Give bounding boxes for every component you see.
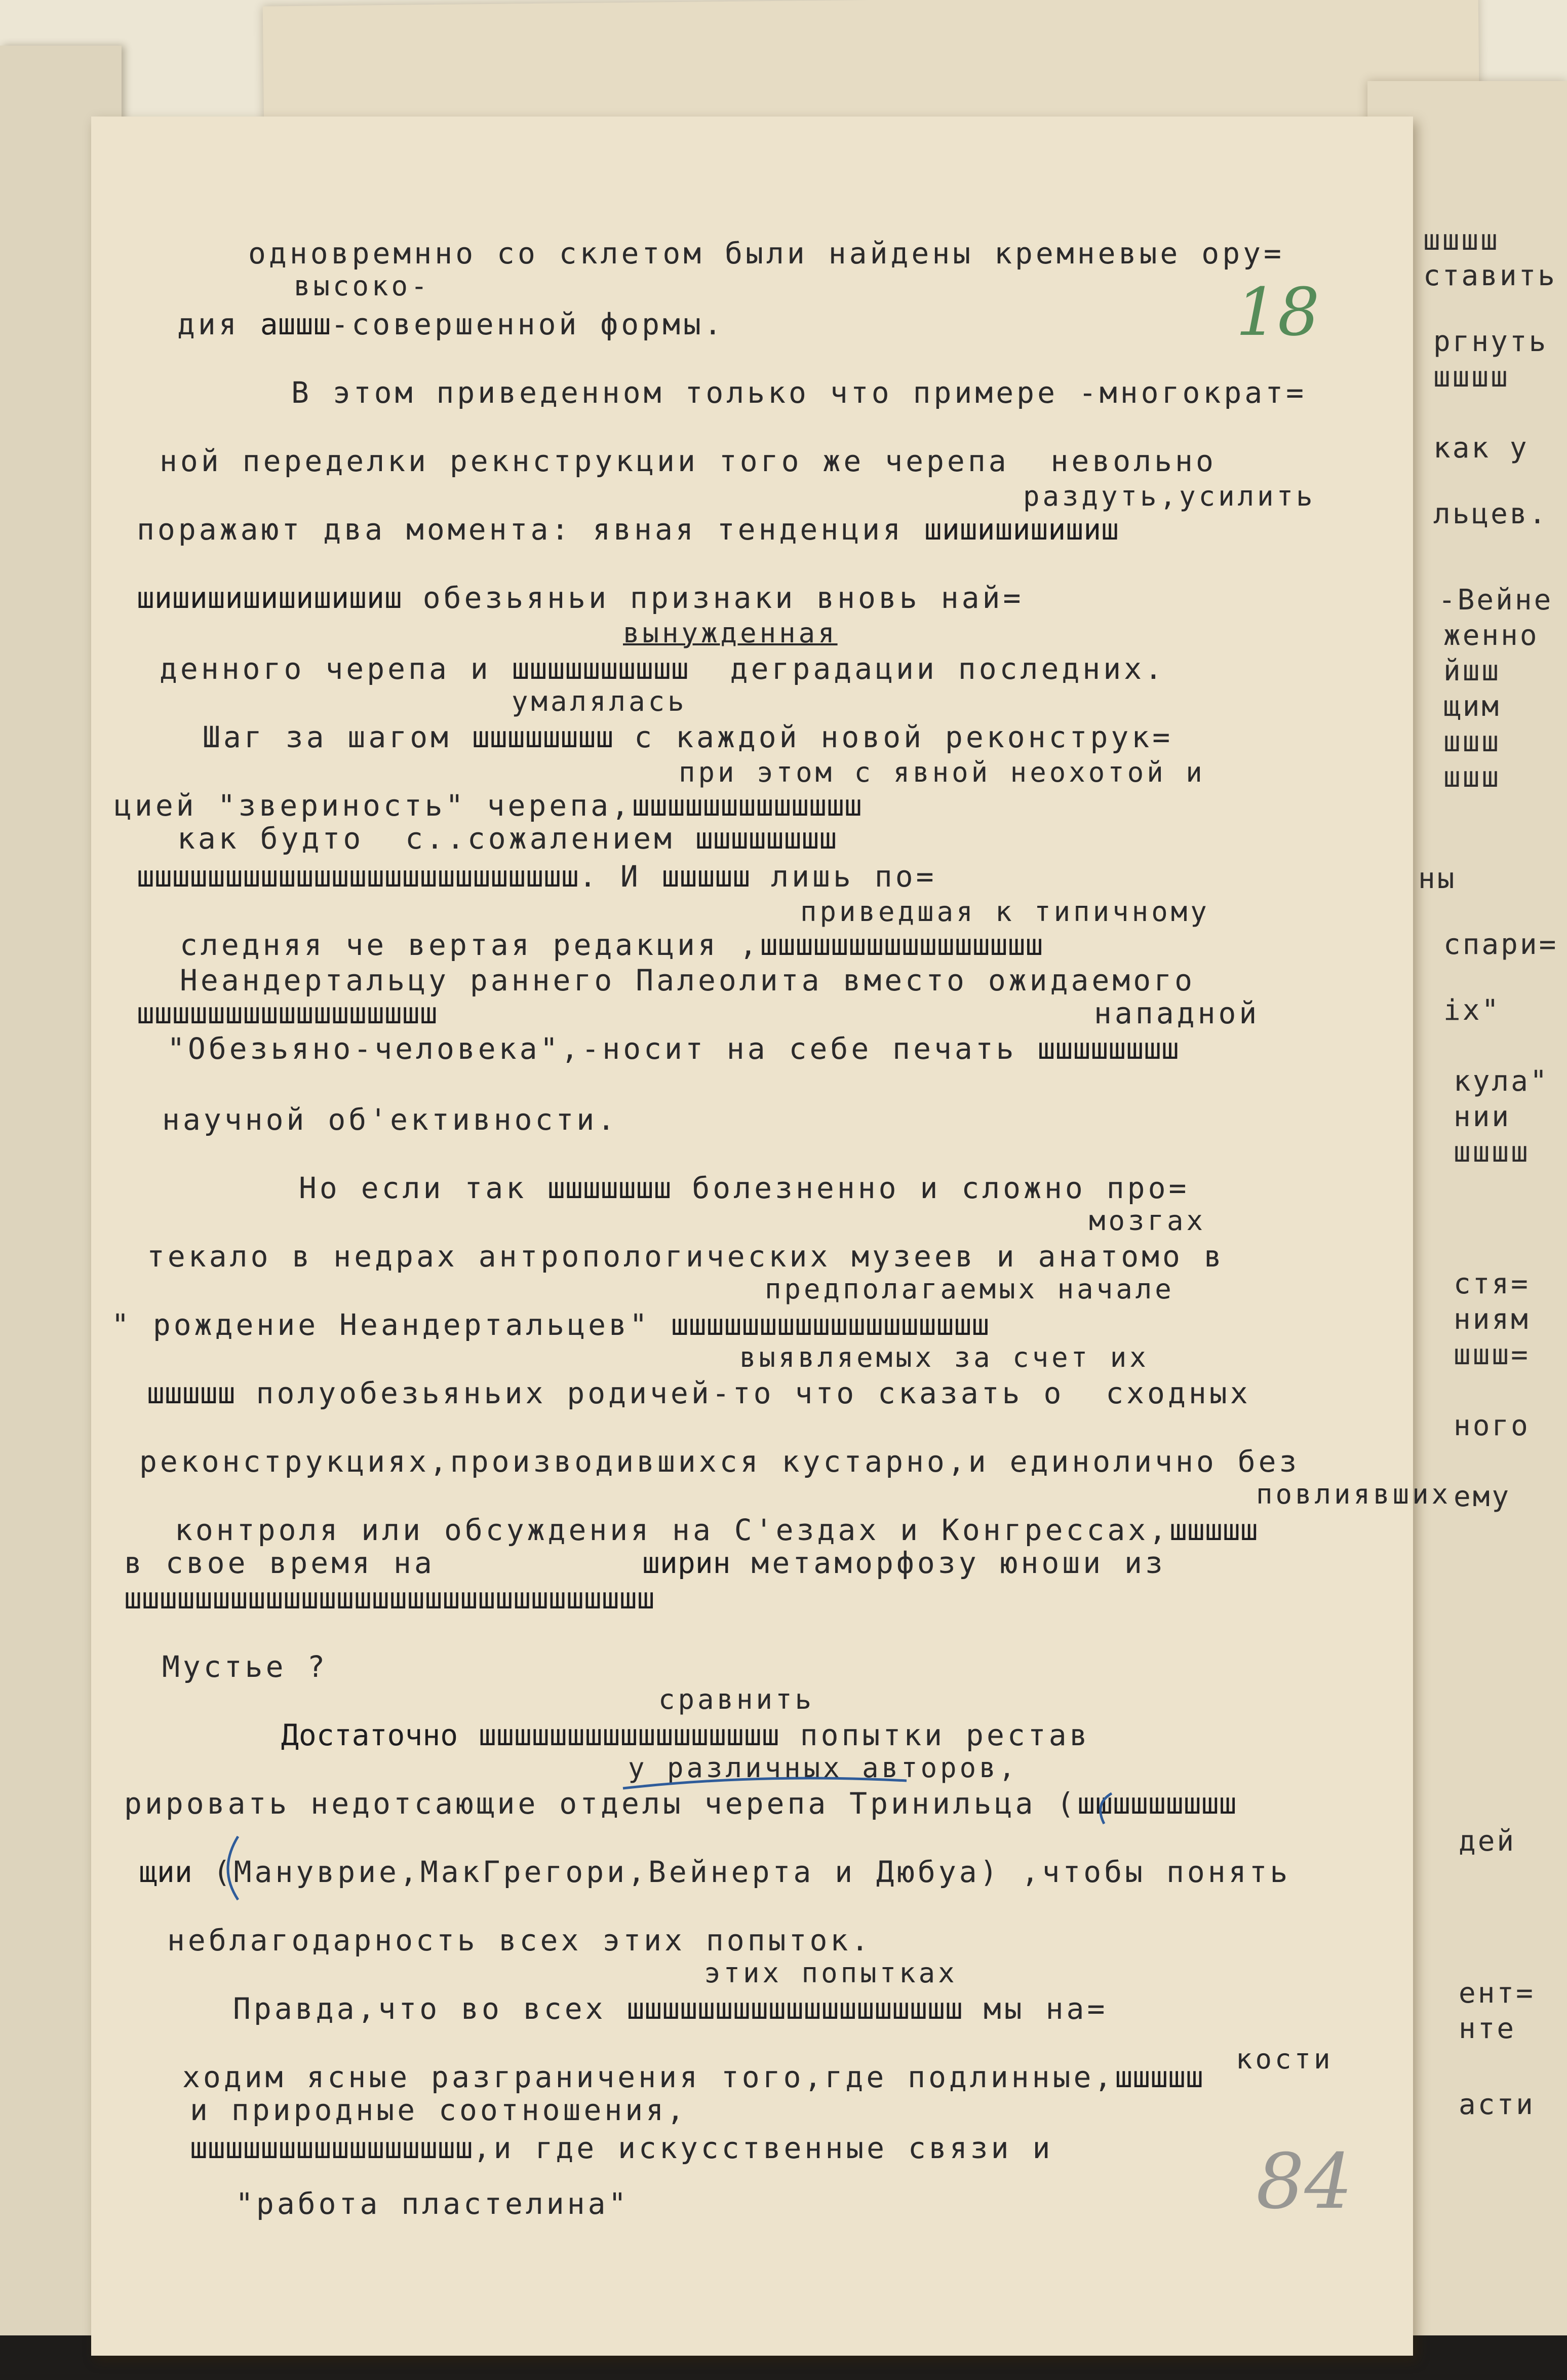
text-line: шшшшшшшшшшшшшшшш,и где искусственные связи и bbox=[190, 2131, 1053, 2165]
text-line: Но если так шшшшшшш болезненно и сложно про= bbox=[299, 1171, 1190, 1205]
right-fragment: асти bbox=[1459, 2088, 1535, 2121]
right-fragment: льцев. bbox=[1433, 497, 1548, 530]
text-line: реконструкциях,производившихся кустарно,и единолично без bbox=[139, 1444, 1300, 1479]
text-line: рировать недотсающие отделы черепа Тринильца (шшшшшшшшш bbox=[124, 1786, 1237, 1821]
right-fragment: шшш bbox=[1443, 761, 1501, 794]
insertion-above: нападной bbox=[1094, 996, 1260, 1030]
insertion-above: раздуть,усилить bbox=[1023, 480, 1316, 512]
text-line: Правда,что во всех шшшшшшшшшшшшшшшшшшш мы на= bbox=[233, 1991, 1108, 2026]
text-line: шшшшшшшшшшшшшшшшшшшшшшшшш. И шшшшш лишь по= bbox=[137, 859, 937, 894]
insertion-above: умалялась bbox=[512, 685, 687, 717]
blue-underline-stroke bbox=[623, 1778, 907, 1788]
insertion-above: приведшая к типичному bbox=[800, 896, 1210, 928]
text-line: научной об'ективности. bbox=[162, 1102, 618, 1137]
text-line: ходим ясные разграничения того,где подлинные,шшшшш bbox=[182, 2060, 1203, 2094]
right-fragment: шшш= bbox=[1454, 1338, 1530, 1371]
right-fragment: ного bbox=[1454, 1409, 1530, 1442]
insertion-above: сравнить bbox=[658, 1683, 815, 1715]
text-line: Шаг за шагом шшшшшшшш с каждой новой реконструк= bbox=[203, 720, 1173, 754]
blue-bracket-stroke bbox=[228, 1836, 238, 1900]
right-fragment: ент= bbox=[1459, 1977, 1535, 2010]
text-line: дия ашшш-совершенной формы. bbox=[177, 307, 725, 341]
text-line: щии (Мануврие,МакГрегори,Вейнерта и Дюбуа) ,чтобы понять bbox=[139, 1855, 1291, 1889]
right-fragment: ргнуть bbox=[1433, 325, 1548, 358]
text-line: в свое время на ширин метаморфозу юноши из bbox=[124, 1546, 1166, 1580]
right-fragment: как у bbox=[1433, 432, 1529, 465]
right-fragment: женно bbox=[1443, 619, 1539, 652]
right-fragment: ны bbox=[1418, 862, 1457, 895]
text-line: текало в недрах антропологических музеев и анатомо в bbox=[147, 1239, 1225, 1274]
right-fragment: ставить bbox=[1423, 259, 1557, 292]
text-line: ной переделки рекнструкции того же черепа невольно bbox=[160, 444, 1217, 478]
right-fragment: шшшш bbox=[1423, 224, 1500, 257]
text-line: Достаточно шшшшшшшшшшшшшшшшш попытки рестав bbox=[281, 1718, 1090, 1752]
text-line: поражают два момента: явная тенденция шишишишишиш bbox=[137, 512, 1119, 547]
right-fragment: щим bbox=[1443, 690, 1501, 723]
text-line: как будто с..сожалением шшшшшшшш bbox=[177, 821, 837, 856]
text-line: Мустье ? bbox=[162, 1649, 328, 1684]
text-line: шшшшш полуобезьяньих родичей-то что сказать о сходных bbox=[147, 1376, 1251, 1410]
insertion-above: повлиявших bbox=[1256, 1478, 1452, 1510]
text-line: неблагодарность всех этих попыток. bbox=[167, 1923, 872, 1957]
blue-bracket-stroke bbox=[1101, 1793, 1112, 1824]
green-page-number: 18 bbox=[1236, 274, 1320, 351]
text-line: одновремнно со склетом были найдены кремневые ору= bbox=[248, 236, 1284, 271]
text-line: и природные соотношения, bbox=[190, 2093, 688, 2127]
insertion-above: при этом с явной неохотой и bbox=[679, 756, 1205, 788]
text-line: Неандертальцу раннего Палеолита вместо ожидаемого bbox=[180, 963, 1196, 997]
text-line: "Обезьяно-человека",-носит на себе печать шшшшшшшш bbox=[167, 1031, 1179, 1066]
right-fragment: йшш bbox=[1443, 655, 1501, 687]
text-line: шшшшшшшшшшшшшшшшшшшшшшшшшшшшшш bbox=[124, 1581, 655, 1616]
pencil-page-number: 84 bbox=[1256, 2138, 1353, 2226]
right-fragment: дей bbox=[1459, 1825, 1516, 1858]
right-fragment: ему bbox=[1454, 1480, 1511, 1513]
right-fragment: шшшш bbox=[1454, 1136, 1530, 1169]
insertion-above: у различных авторов, bbox=[628, 1752, 1018, 1784]
text-line: "работа пластелина" bbox=[236, 2186, 630, 2221]
text-line: цией "звериность" черепа,шшшшшшшшшшшшш bbox=[114, 788, 862, 823]
right-fragment: ниям bbox=[1454, 1303, 1530, 1336]
right-fragment: шшшш bbox=[1433, 361, 1510, 394]
insertion-above: вынужденная bbox=[623, 617, 838, 649]
right-fragment: нии bbox=[1454, 1100, 1511, 1133]
text-line: контроля или обсуждения на С'ездах и Конгрессах,шшшшш bbox=[175, 1513, 1258, 1547]
right-fragment: -Вейне bbox=[1438, 584, 1553, 617]
text-line: шшшшшшшшшшшшшшшшш bbox=[137, 996, 438, 1030]
right-fragment: шшш bbox=[1443, 725, 1501, 758]
right-fragment: нте bbox=[1459, 2012, 1516, 2045]
insertion-above: кости bbox=[1236, 2043, 1334, 2075]
insertion-above: высоко- bbox=[294, 270, 430, 302]
text-line: денного черепа и шшшшшшшшшш деградации последних. bbox=[160, 651, 1165, 686]
insertion-above: выявляемых за счет их bbox=[739, 1341, 1149, 1373]
text-line: следняя че вертая редакция ,шшшшшшшшшшшшшшшш bbox=[180, 928, 1043, 962]
right-fragment: спари= bbox=[1443, 928, 1558, 961]
right-fragment: ix" bbox=[1443, 994, 1501, 1027]
insertion-above: мозгах bbox=[1089, 1205, 1206, 1237]
right-fragment: стя= bbox=[1454, 1268, 1530, 1300]
insertion-above: этих попытках bbox=[704, 1957, 958, 1989]
text-line: шишишишишишишиш обезьяньи признаки вновь най= bbox=[137, 581, 1024, 615]
text-line: В этом приведенном только что примере -многократ= bbox=[291, 375, 1307, 410]
insertion-above: предполагаемых начале bbox=[765, 1273, 1174, 1305]
right-fragment: кула" bbox=[1454, 1065, 1549, 1098]
text-line: " рождение Неандертальцев" шшшшшшшшшшшшшшшшшш bbox=[111, 1308, 990, 1342]
